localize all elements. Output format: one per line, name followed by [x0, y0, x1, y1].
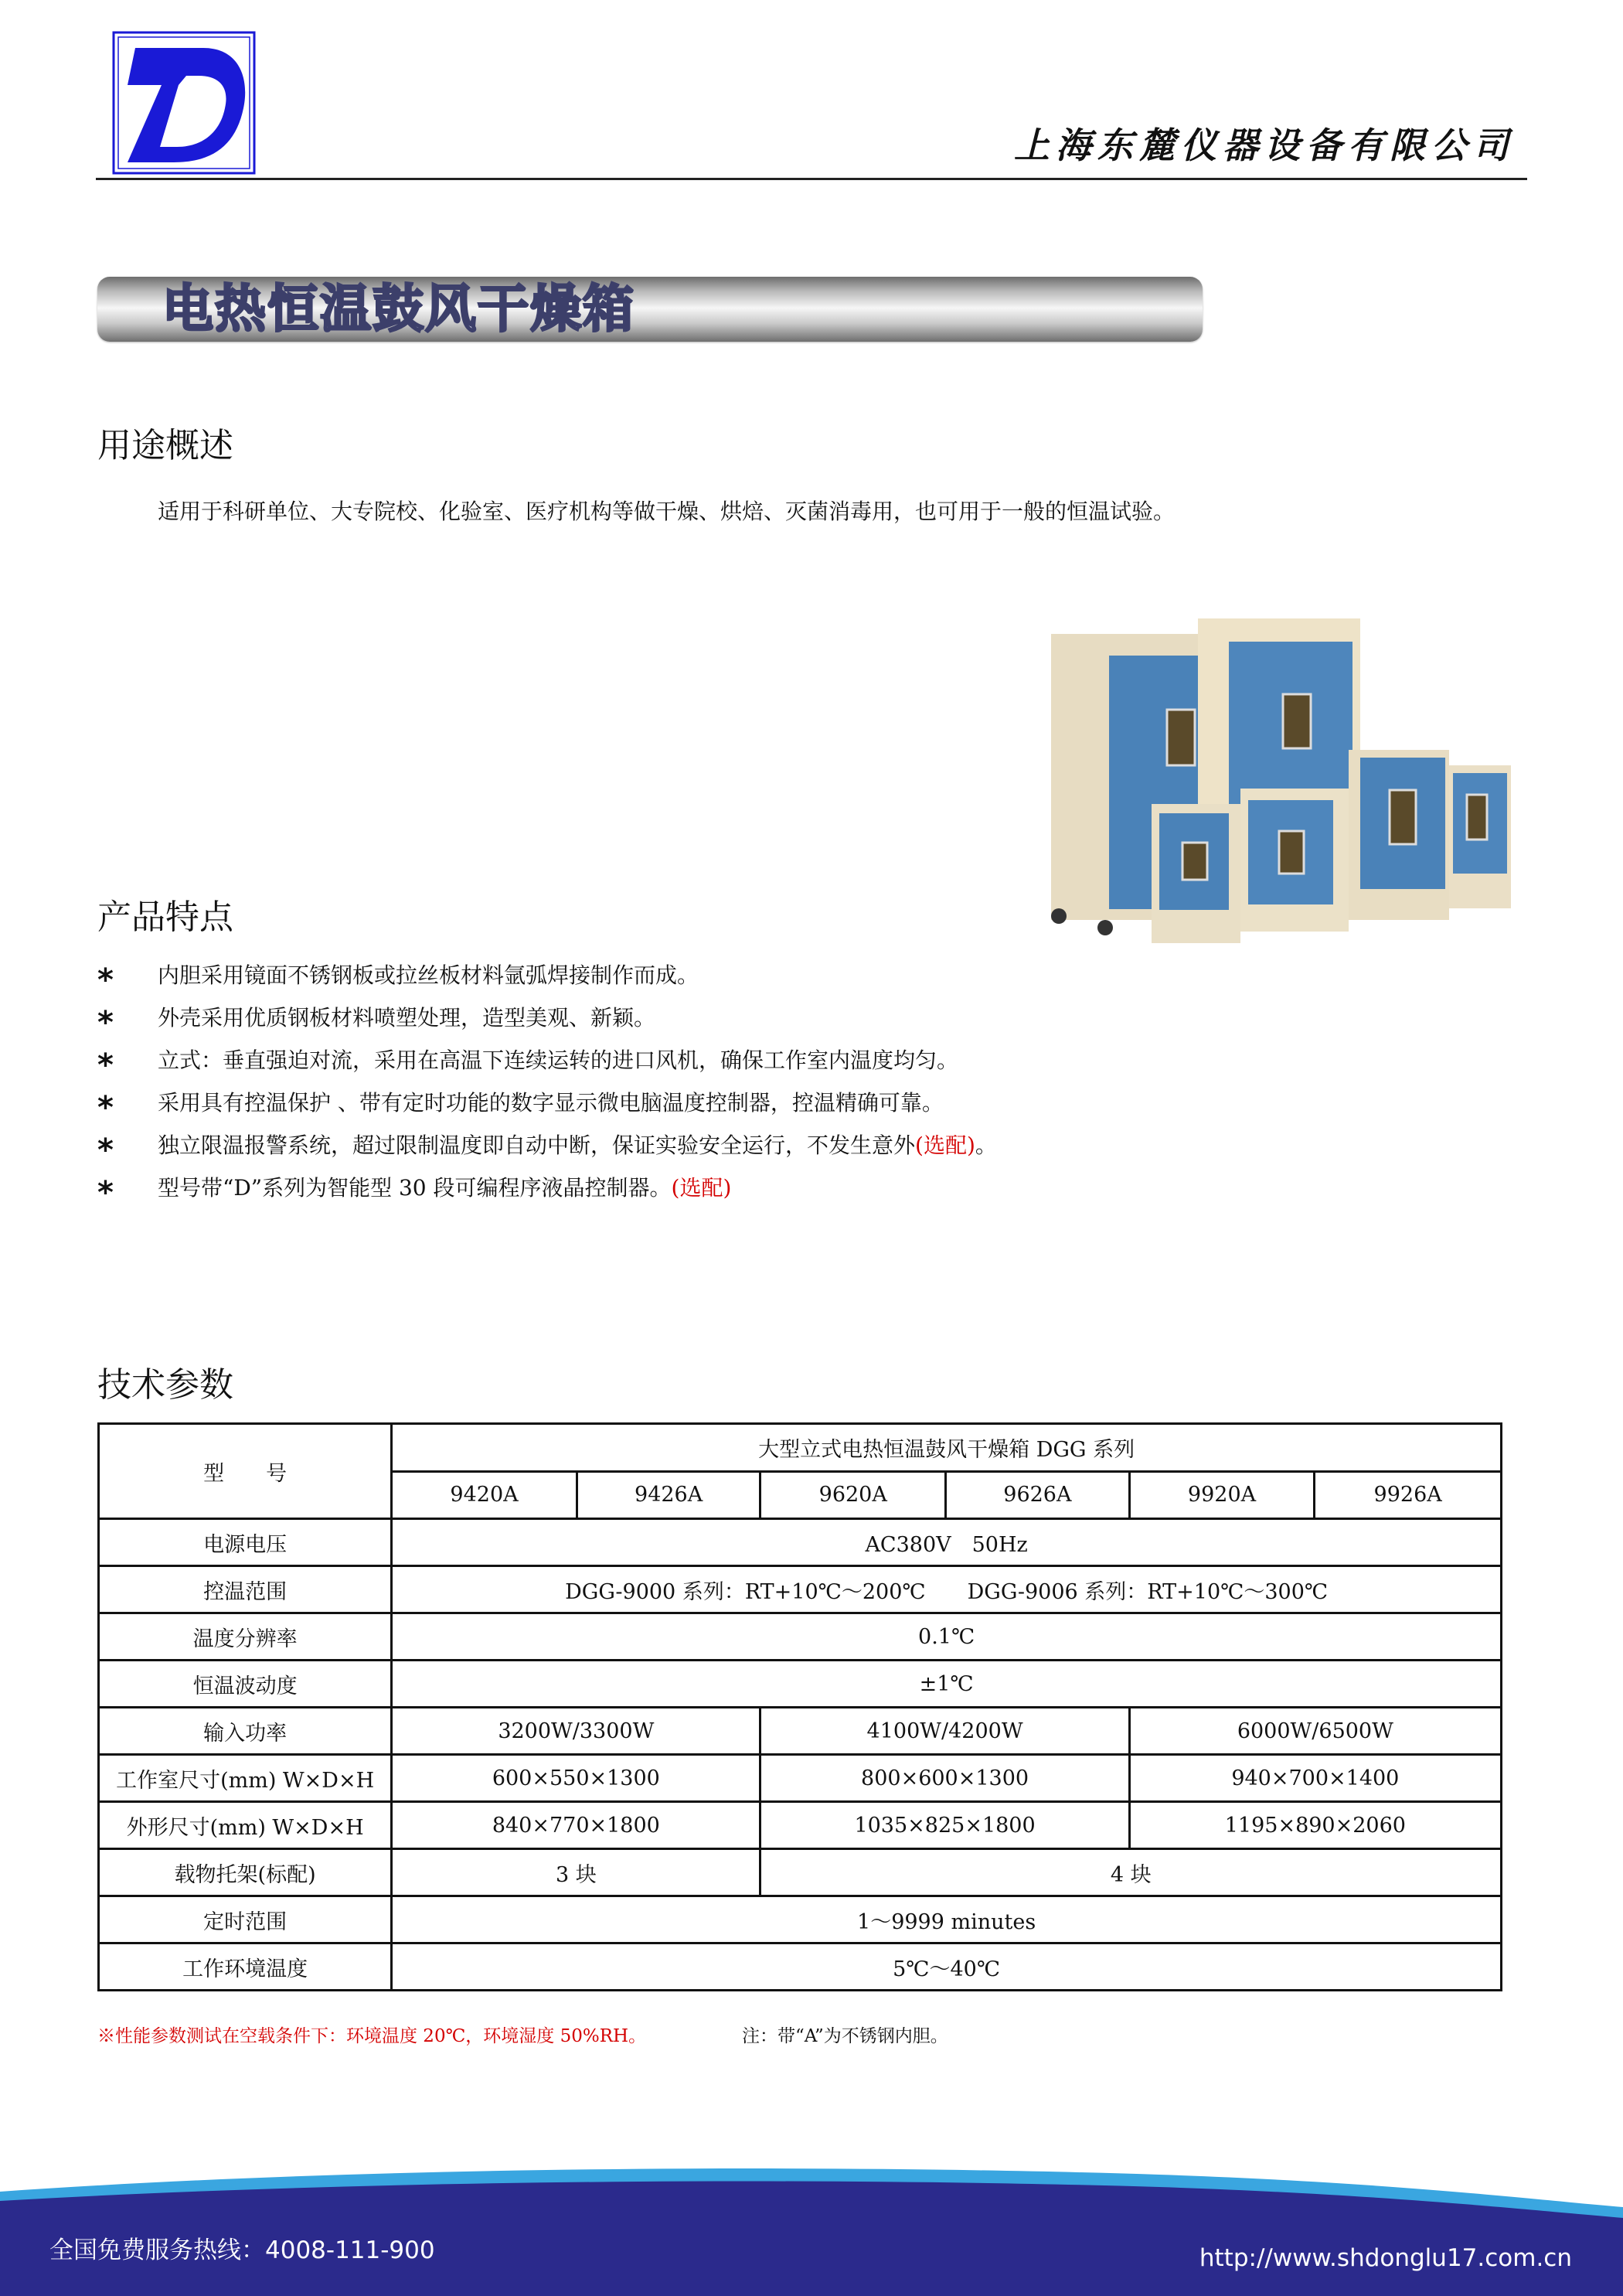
row-label: 恒温波动度: [99, 1661, 392, 1708]
table-row: [99, 1755, 1502, 1802]
row-label: 工作环境温度: [99, 1943, 392, 1991]
optional-tag: (选配): [915, 1133, 975, 1158]
row-label: 载物托架(标配): [99, 1849, 392, 1896]
table-row: [99, 1943, 1502, 1991]
row-value: 4100W/4200W: [760, 1708, 1129, 1755]
row-value: 3200W/3300W: [392, 1708, 760, 1755]
header-rule: [96, 178, 1527, 180]
feature-item: * 外壳采用优质钢板材料喷塑处理，造型美观、新颖。: [97, 1005, 656, 1041]
table-row: [99, 1661, 1502, 1708]
bullet-star: *: [97, 962, 114, 998]
row-label: 定时范围: [99, 1896, 392, 1943]
model-cell: 9620A: [760, 1471, 946, 1519]
row-value: 840×770×1800: [392, 1802, 760, 1849]
row-value: 6000W/6500W: [1129, 1708, 1501, 1755]
model-cell: 9626A: [946, 1471, 1130, 1519]
usage-description: 适用于科研单位、大专院校、化验室、医疗机构等做干燥、烘焙、灭菌消毒用，也可用于一般的恒温试验。: [158, 499, 1176, 524]
bullet-star: *: [97, 1048, 114, 1083]
model-label: 型 号: [99, 1424, 392, 1519]
usage-heading: 用途概述: [97, 426, 233, 465]
row-value: 940×700×1400: [1129, 1755, 1501, 1802]
feature-item: * 型号带“D”系列为智能型 30 段可编程序液晶控制器。(选配): [97, 1175, 732, 1211]
stainless-note: 注：带“A”为不锈钢内胆。: [742, 2026, 948, 2046]
row-value: 3 块: [392, 1849, 760, 1896]
model-cell: 9920A: [1129, 1471, 1315, 1519]
table-row: [99, 1566, 1502, 1613]
spec-table: [97, 1422, 1502, 1991]
model-cell: 9420A: [392, 1471, 577, 1519]
bullet-star: *: [97, 1175, 114, 1211]
bullet-star: *: [97, 1090, 114, 1126]
row-value: 0.1℃: [392, 1613, 1502, 1661]
optional-tag: (选配): [671, 1175, 732, 1201]
row-value: 1035×825×1800: [760, 1802, 1129, 1849]
bullet-star: *: [97, 1133, 114, 1168]
bullet-star: *: [97, 1005, 114, 1041]
company-logo: [112, 31, 256, 175]
page-title: 电热恒温鼓风干燥箱: [162, 279, 635, 339]
footer-band: [0, 2161, 1623, 2296]
table-row: [99, 1519, 1502, 1566]
test-condition-note: ※性能参数测试在空载条件下：环境温度 20℃，环境湿度 50%RH。: [97, 2026, 647, 2046]
row-value: 1195×890×2060: [1129, 1802, 1501, 1849]
model-cell: 9926A: [1315, 1471, 1502, 1519]
service-hotline: 全国免费服务热线：4008-111-900: [49, 2236, 435, 2264]
feature-item: * 采用具有控温保护 、带有定时功能的数字显示微电脑温度控制器，控温精确可靠。: [97, 1090, 944, 1126]
feature-item: * 内胆采用镜面不锈钢板或拉丝板材料氩弧焊接制作而成。: [97, 962, 699, 998]
company-name: 上海东麓仪器设备有限公司: [1014, 124, 1515, 166]
row-value: AC380V 50Hz: [392, 1519, 1502, 1566]
table-row: [99, 1802, 1502, 1849]
table-row: [99, 1708, 1502, 1755]
row-label: 电源电压: [99, 1519, 392, 1566]
row-value: 4 块: [760, 1849, 1502, 1896]
series-name: 大型立式电热恒温鼓风干燥箱 DGG 系列: [392, 1424, 1502, 1472]
row-label: 工作室尺寸(mm) W×D×H: [99, 1755, 392, 1802]
product-photo: [1043, 611, 1515, 962]
row-value: 1～9999 minutes: [392, 1896, 1502, 1943]
table-row: [99, 1613, 1502, 1661]
row-label: 控温范围: [99, 1566, 392, 1613]
row-value: DGG-9000 系列：RT+10℃～200℃ DGG-9006 系列：RT+10℃～300℃: [392, 1566, 1502, 1613]
row-value: 5℃～40℃: [392, 1943, 1502, 1991]
website-link[interactable]: http://www.shdonglu17.com.cn: [1199, 2244, 1572, 2272]
table-row: [99, 1896, 1502, 1943]
feature-item: * 独立限温报警系统，超过限制温度即自动中断，保证实验安全运行，不发生意外(选配)。: [97, 1133, 997, 1168]
row-value: 800×600×1300: [760, 1755, 1129, 1802]
table-row: [99, 1424, 1502, 1472]
row-label: 温度分辨率: [99, 1613, 392, 1661]
row-value: 600×550×1300: [392, 1755, 760, 1802]
model-cell: 9426A: [577, 1471, 760, 1519]
feature-item: * 立式：垂直强迫对流，采用在高温下连续运转的进口风机，确保工作室内温度均匀。: [97, 1048, 959, 1083]
params-heading: 技术参数: [97, 1365, 233, 1405]
row-label: 外形尺寸(mm) W×D×H: [99, 1802, 392, 1849]
features-heading: 产品特点: [97, 898, 233, 937]
row-label: 输入功率: [99, 1708, 392, 1755]
row-value: ±1℃: [392, 1661, 1502, 1708]
table-row: [99, 1849, 1502, 1896]
